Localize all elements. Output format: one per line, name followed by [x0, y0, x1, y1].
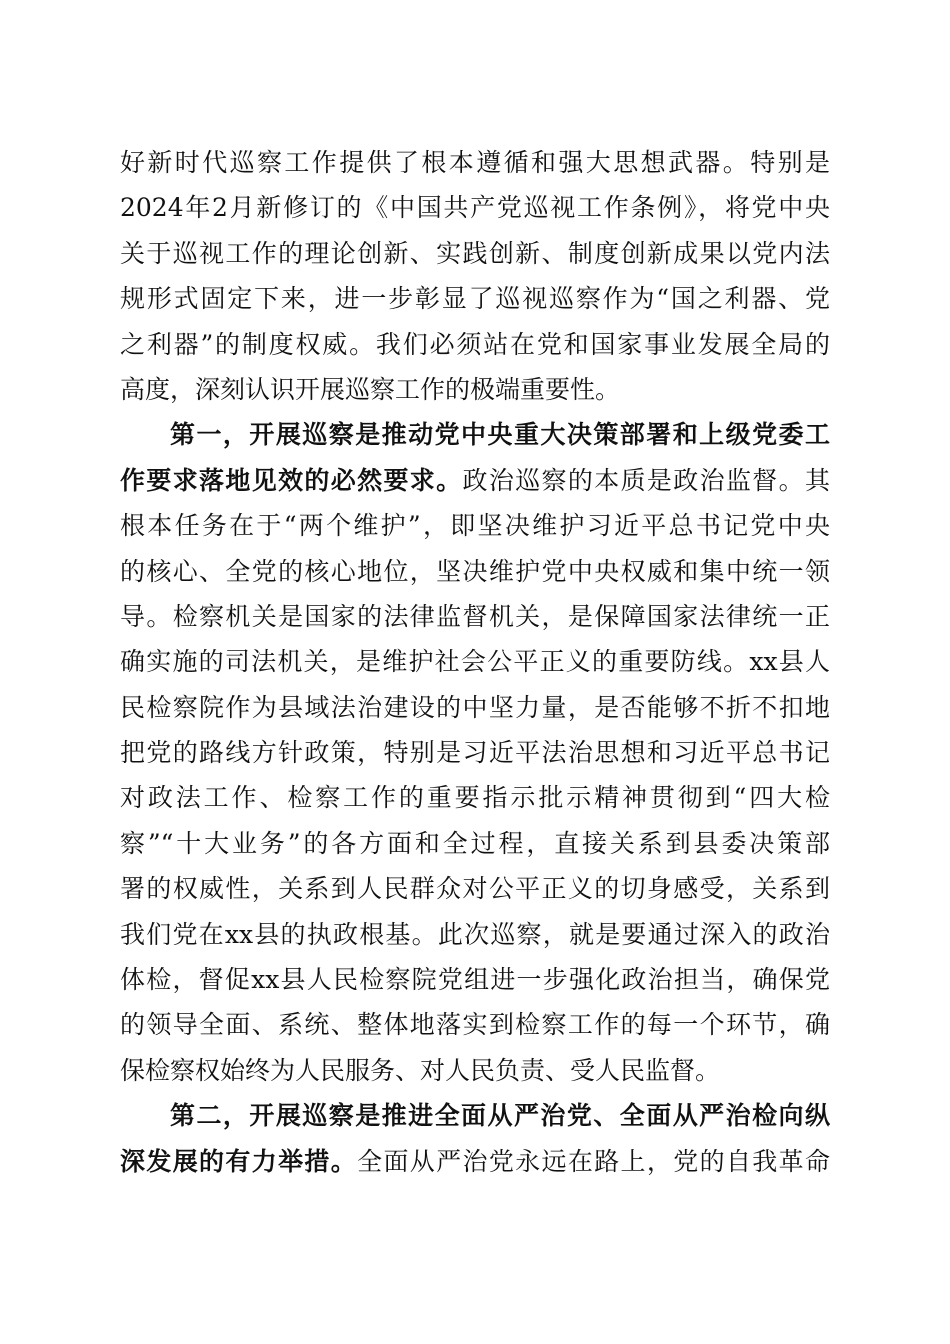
text-segment: 察”“十大业务”的各方面和全过程，直接关系到县委决策部: [120, 828, 830, 858]
text-segment: 把党的路线方针政策，特别是习近平法治思想和习近平总书记: [120, 738, 830, 768]
text-line: [120, 775, 830, 820]
text-line: [120, 140, 830, 185]
paragraph-first-point: [120, 412, 830, 1093]
heading-segment: 作要求落地见效的必然要求。: [120, 465, 463, 495]
text-segment: 规形式固定下来，进一步彰显了巡视巡察作为“国之利器、党: [120, 284, 830, 314]
text-segment: 民检察院作为县域法治建设的中坚力量，是否能够不折不扣地: [120, 692, 830, 722]
text-line: [120, 549, 830, 594]
text-segment: 根本任务在于“两个维护”，即坚决维护习近平总书记党中央: [120, 511, 830, 541]
text-segment: 保检察权始终为人民服务、对人民负责、受人民监督。: [120, 1055, 721, 1085]
text-line: [120, 639, 830, 684]
text-line: [120, 458, 830, 503]
text-segment: 体检，督促xx县人民检察院党组进一步强化政治担当，确保党: [120, 965, 830, 995]
text-line: [120, 594, 830, 639]
text-segment: 关于巡视工作的理论创新、实践创新、制度创新成果以党内法: [120, 238, 830, 268]
text-segment: 2024年2月新修订的《中国共产党巡视工作条例》，将党中央: [120, 193, 830, 223]
text-line: [120, 503, 830, 548]
text-line: [120, 322, 830, 367]
paragraph-continuation: [120, 140, 830, 412]
text-segment: 高度，深刻认识开展巡察工作的极端重要性。: [120, 374, 621, 404]
text-segment: 全面从严治党永远在路上，党的自我革命: [357, 1146, 830, 1176]
text-segment: 的核心、全党的核心地位，坚决维护党中央权威和集中统一领: [120, 556, 830, 586]
text-line: [120, 1002, 830, 1047]
heading-segment: 深发展的有力举措。: [120, 1146, 358, 1176]
text-segment: 导。检察机关是国家的法律监督机关，是保障国家法律统一正: [120, 601, 830, 631]
text-line: [120, 412, 830, 457]
text-segment: 之利器”的制度权威。我们必须站在党和国家事业发展全局的: [120, 329, 830, 359]
text-segment: 的领导全面、系统、整体地落实到检察工作的每一个环节，确: [120, 1010, 830, 1040]
heading-segment: 第一，开展巡察是推动党中央重大决策部署和上级党委工: [170, 420, 830, 450]
document-body: [120, 140, 830, 1184]
text-line: [120, 912, 830, 957]
text-line: [120, 957, 830, 1002]
text-line: [120, 866, 830, 911]
text-segment: 政治巡察的本质是政治监督。其: [462, 465, 830, 495]
heading-segment: 第二，开展巡察是推进全面从严治党、全面从严治检向纵: [170, 1101, 830, 1131]
text-line: [120, 1139, 830, 1184]
text-line: [120, 276, 830, 321]
text-line: [120, 821, 830, 866]
paragraph-second-point: [120, 1093, 830, 1184]
text-line: [120, 367, 830, 412]
text-segment: 确实施的司法机关，是维护社会公平正义的重要防线。xx县人: [120, 647, 830, 677]
text-segment: 署的权威性，关系到人民群众对公平正义的切身感受，关系到: [120, 874, 830, 904]
text-segment: 好新时代巡察工作提供了根本遵循和强大思想武器。特别是: [120, 148, 830, 177]
text-line: [120, 185, 830, 230]
text-line: [120, 1048, 830, 1093]
text-line: [120, 685, 830, 730]
text-segment: 我们党在xx县的执政根基。此次巡察，就是要通过深入的政治: [120, 919, 830, 949]
text-line: [120, 1093, 830, 1138]
text-segment: 对政法工作、检察工作的重要指示批示精神贯彻到“四大检: [120, 783, 830, 813]
text-line: [120, 730, 830, 775]
text-line: [120, 231, 830, 276]
